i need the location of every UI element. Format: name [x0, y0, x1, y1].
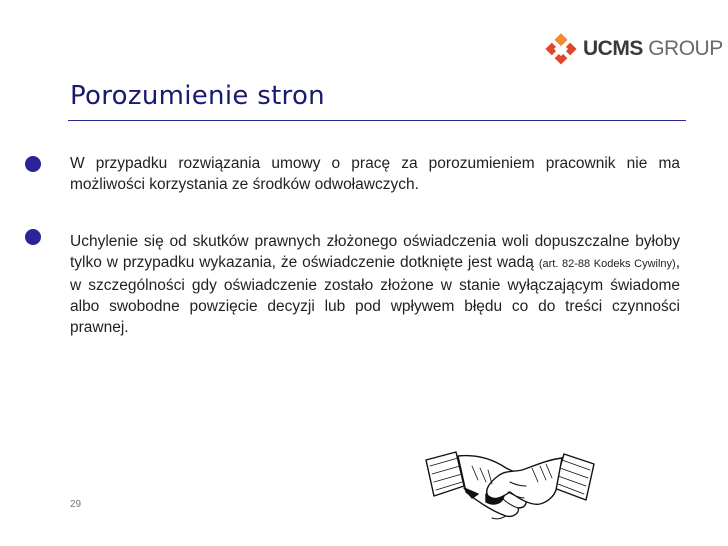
ucms-logo-icon — [544, 32, 578, 66]
paragraph-2-text-before: Uchylenie się od skutków prawnych złożonego oświadczenia woli dopuszczalne byłoby tylko w przypadku wykazania, że oświadczenie dotknięte jest wadą — [70, 233, 680, 271]
ucms-group-logo — [544, 32, 723, 66]
bullet-2 — [25, 229, 41, 245]
paragraph-2 — [70, 231, 680, 338]
page-number: 29 — [70, 499, 82, 510]
paragraph-1 — [70, 153, 680, 195]
paragraph-2-citation: (art. 82-88 Kodeks Cywilny) — [538, 258, 676, 270]
slide-title: Porozumienie stron — [70, 81, 325, 111]
handshake-icon — [422, 446, 598, 532]
paragraph-1-text: W przypadku rozwiązania umowy o pracę za porozumieniem pracownik nie ma możliwości korzystania ze środków odwoławczych. — [70, 155, 680, 193]
paragraph-2-text-after: , w szczególności gdy oświadczenie zostało złożone w stanie wyłączającym świadome albo swobodne powzięcie decyzji lub pod wpływem błędu co do treści czynności prawnej. — [70, 254, 680, 336]
bullet-1 — [25, 156, 41, 172]
logo-text-group: GROUP — [648, 37, 723, 60]
logo-text-ucms: UCMS — [583, 37, 643, 60]
logo-text — [583, 37, 723, 61]
title-divider — [68, 120, 686, 121]
